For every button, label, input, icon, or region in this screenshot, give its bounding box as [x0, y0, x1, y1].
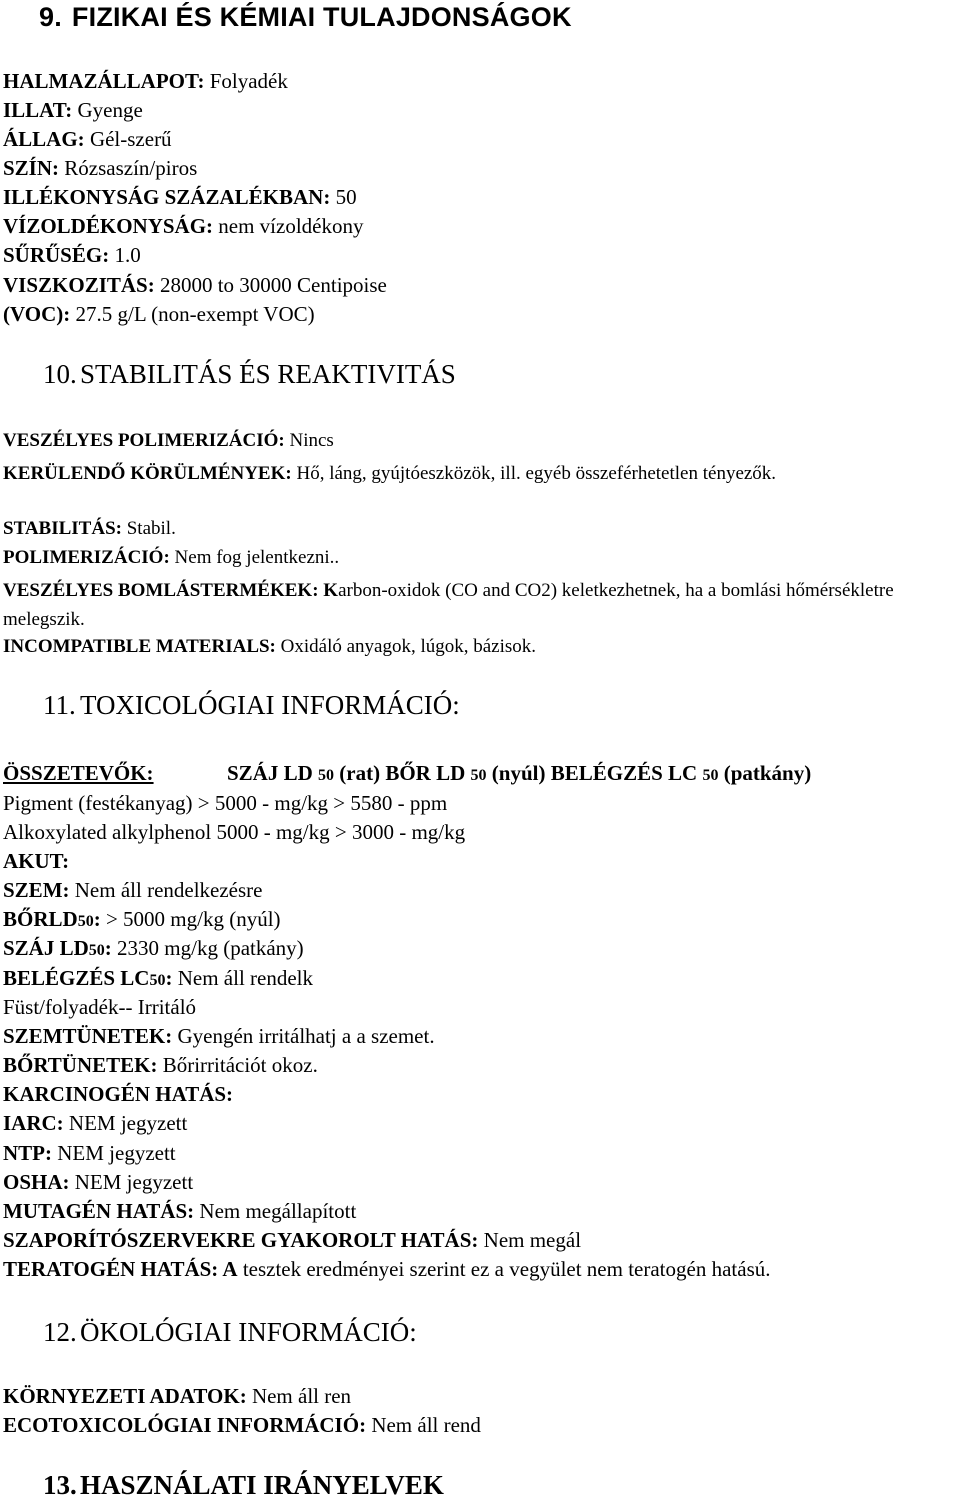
prop-row-volatility: ILLÉKONYSÁG SZÁZALÉKBAN: 50	[3, 185, 357, 209]
hazardous-polymerization-row: VESZÉLYES POLIMERIZÁCIÓ: Nincs	[3, 430, 334, 451]
tox-table-header: ÖSSZETEVŐK: SZÁJ LD 50 (rat) BŐR LD 50 (nyúl) BELÉGZÉS LC 50 (patkány)	[3, 761, 812, 785]
osha-row: OSHA: NEM jegyzett	[3, 1170, 194, 1194]
carcinogenicity-label: KARCINOGÉN HATÁS:	[3, 1082, 234, 1106]
ecotoxicological-info-row: ECOTOXICOLÓGIAI INFORMÁCIÓ: Nem áll rend	[3, 1413, 481, 1437]
section-12-number: 12.	[43, 1317, 77, 1347]
fume-row: Füst/folyadék-- Irritáló	[3, 995, 197, 1019]
section-10-number: 10.	[43, 359, 77, 389]
eye-symptoms-row: SZEMTÜNETEK: Gyengén irritálhatj a a szemet.	[3, 1024, 435, 1048]
incompatible-materials-row: INCOMPATIBLE MATERIALS: Oxidáló anyagok, lúgok, bázisok.	[3, 636, 537, 657]
section-10-heading	[43, 359, 456, 390]
conditions-to-avoid-row: KERÜLENDŐ KÖRÜLMÉNYEK: Hő, láng, gyújtóeszközök, ill. egyéb összeférhetetlen tényezők.	[3, 463, 777, 484]
section-12-title: ÖKOLÓGIAI INFORMÁCIÓ:	[80, 1317, 417, 1347]
prop-row-voc: (VOC): 27.5 g/L (non-exempt VOC)	[3, 302, 315, 326]
ingredient-row-pigment: Pigment (festékanyag) > 5000 - mg/kg > 5580 - ppm	[3, 791, 448, 815]
acute-label: AKUT:	[3, 849, 70, 873]
dermal-ld50-row: BŐRLD50: > 5000 mg/kg (nyúl)	[3, 907, 281, 931]
skin-symptoms-row: BŐRTÜNETEK: Bőrirritációt okoz.	[3, 1053, 318, 1077]
iarc-row: IARC: NEM jegyzett	[3, 1111, 188, 1135]
mutagenicity-row: MUTAGÉN HATÁS: Nem megállapított	[3, 1199, 357, 1223]
section-12-heading	[43, 1317, 417, 1348]
ingredient-row-alkylphenol: Alkoxylated alkylphenol 5000 - mg/kg > 3000 - mg/kg	[3, 820, 466, 844]
oral-ld50-row: SZÁJ LD50: 2330 mg/kg (patkány)	[3, 936, 304, 960]
prop-row-solubility: VÍZOLDÉKONYSÁG: nem vízoldékony	[3, 214, 364, 238]
stability-row: STABILITÁS: Stabil.	[3, 518, 176, 539]
eye-row: SZEM: Nem áll rendelkezésre	[3, 878, 263, 902]
environmental-data-row: KÖRNYEZETI ADATOK: Nem áll ren	[3, 1384, 352, 1408]
section-13-number: 13.	[43, 1470, 77, 1500]
polymerization-row: POLIMERIZÁCIÓ: Nem fog jelentkezni..	[3, 547, 340, 568]
prop-row-state: HALMAZÁLLAPOT: Folyadék	[3, 69, 288, 93]
prop-row-consistency: ÁLLAG: Gél-szerű	[3, 127, 172, 151]
section-9-title: FIZIKAI ÉS KÉMIAI TULAJDONSÁGOK	[71, 2, 572, 32]
ingredients-header: ÖSSZETEVŐK:	[3, 761, 154, 785]
section-13-title: HASZNÁLATI IRÁNYELVEK	[80, 1470, 444, 1500]
teratogenicity-row: TERATOGÉN HATÁS: A tesztek eredményei szerint ez a vegyület nem teratogén hatású.	[3, 1257, 771, 1281]
prop-row-viscosity: VISZKOZITÁS: 28000 to 30000 Centipoise	[3, 273, 387, 297]
section-13-heading	[43, 1470, 444, 1501]
section-10-title: STABILITÁS ÉS REAKTIVITÁS	[80, 359, 456, 389]
section-9-heading	[39, 2, 572, 33]
prop-row-odor: ILLAT: Gyenge	[3, 98, 143, 122]
inhalation-lc50-row: BELÉGZÉS LC50: Nem áll rendelk	[3, 966, 314, 990]
section-11-heading	[43, 690, 460, 721]
reproductive-effects-row: SZAPORÍTÓSZERVEKRE GYAKOROLT HATÁS: Nem megál	[3, 1228, 582, 1252]
prop-row-color: SZÍN: Rózsaszín/piros	[3, 156, 198, 180]
prop-row-density: SŰRŰSÉG: 1.0	[3, 243, 141, 267]
decomposition-products-row: VESZÉLYES BOMLÁSTERMÉKEK: Karbon-oxidok (CO and CO2) keletkezhetnek, ha a bomlási hőmérsékletre melegszik.	[3, 580, 894, 630]
section-9-number: 9.	[39, 2, 62, 32]
ntp-row: NTP: NEM jegyzett	[3, 1141, 176, 1165]
section-11-title: TOXICOLÓGIAI INFORMÁCIÓ:	[80, 690, 460, 720]
section-11-number: 11.	[43, 690, 76, 720]
